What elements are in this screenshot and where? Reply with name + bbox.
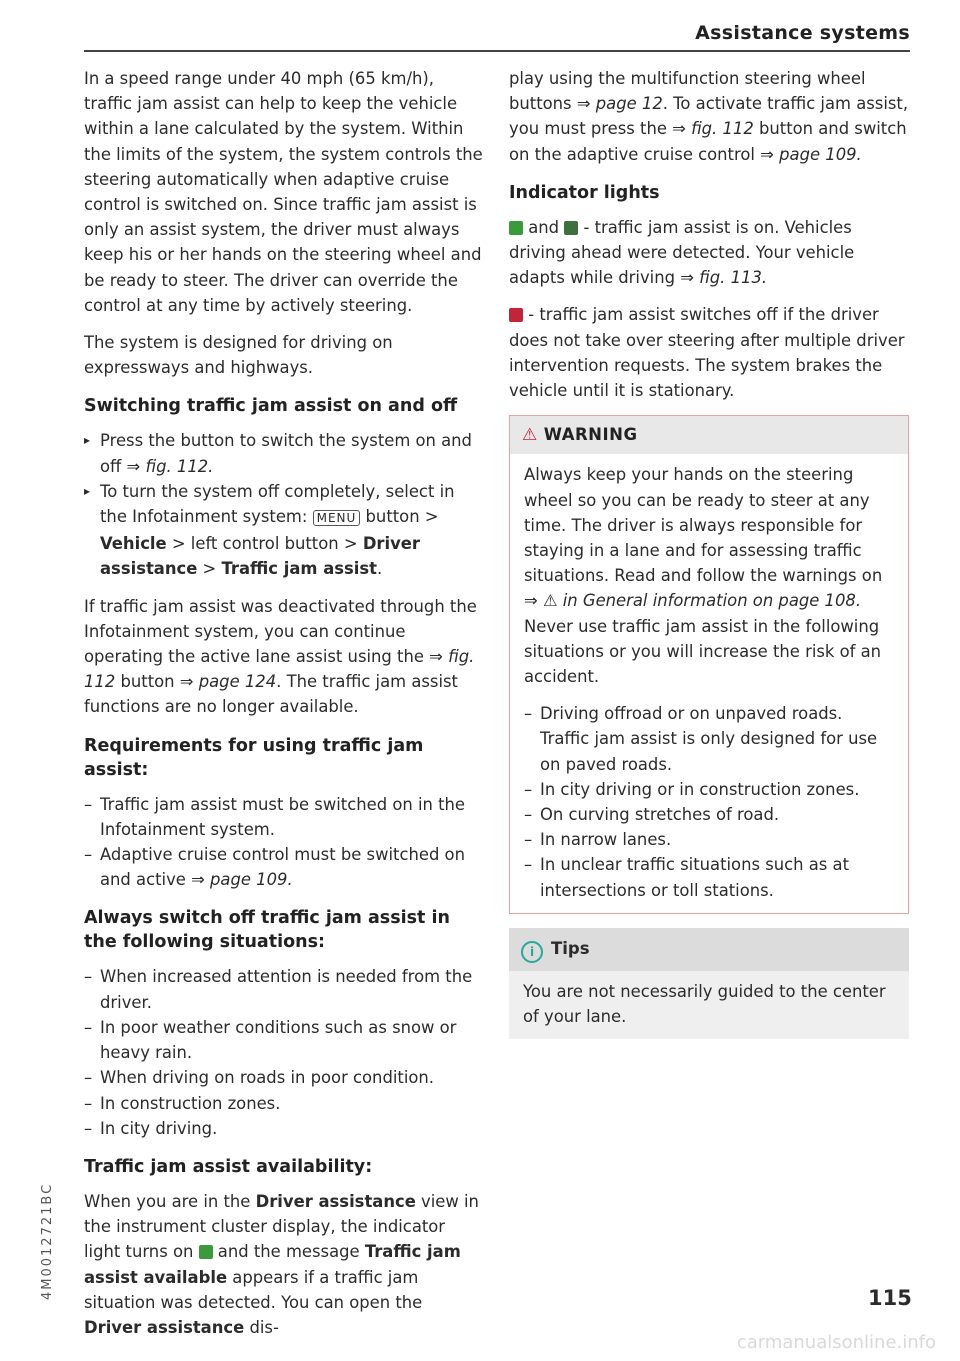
- right-column: [509, 66, 909, 1039]
- list-item: – In poor weather conditions such as snow or heavy rain.: [84, 1015, 484, 1065]
- section-title: Assistance systems: [695, 22, 910, 44]
- list-item: – In narrow lanes.: [524, 827, 894, 852]
- fig-112-link[interactable]: ⇒ fig. 112.: [126, 456, 214, 476]
- warning-list: [524, 701, 894, 903]
- info-icon: i: [521, 941, 543, 963]
- warning-header: ⚠ WARNING: [510, 416, 908, 454]
- deactivated-paragraph: If traffic jam assist was deactivated through the Infotainment system, you can continue operating the active lane assist using the ⇒ fig. 112 button ⇒ page 124. The traffic jam assist functions are no longer available.: [84, 596, 477, 717]
- watermark: carmanualsonline.info: [736, 1332, 936, 1353]
- list-item: – When increased attention is needed from the driver.: [84, 964, 484, 1014]
- page-124-link[interactable]: ⇒ page 124: [179, 672, 277, 692]
- warning-paragraph: Always keep your hands on the steering wheel so you can be ready to steer at any time. The driver is always responsible for staying in a lane and for assessing traffic situations. Read and follow the warnings on ⇒ ⚠ in General information on page 108. Never use traffic jam assist in the following situations or you will increase the risk of an accident.: [524, 465, 883, 687]
- list-item: – In city driving.: [84, 1116, 484, 1141]
- traffic-jam-indicator-icon: [199, 1245, 213, 1259]
- intro-paragraph: In a speed range under 40 mph (65 km/h), traffic jam assist can help to keep the vehicle within a lane calculated by the system. Within the limits of the system, the system controls the steering automatically when adaptive cruise control is switched on. Since traffic jam assist is only an assist system, the driver must always keep his or her hands on the steering wheel and be ready to steer. The driver can override the control at any time by actively steering.: [84, 69, 483, 315]
- availability-paragraph: When you are in the Driver assistance view in the instrument cluster display, the indicator light turns on and the message Traffic jam assist available appears if a traffic jam situation was detected. You can open the Driver assistance dis-: [84, 1191, 479, 1337]
- tips-text: You are not necessarily guided to the center of your lane.: [523, 981, 886, 1027]
- tips-box: [509, 928, 909, 1039]
- list-item: – Adaptive cruise control must be switched on and active ⇒ page 109.: [84, 842, 484, 892]
- page-number: 115: [868, 1286, 912, 1310]
- list-item: – In construction zones.: [84, 1091, 484, 1116]
- list-item: – On curving stretches of road.: [524, 802, 894, 827]
- warning-triangle-icon: ⚠: [522, 425, 538, 446]
- page-109-link[interactable]: ⇒ page 109.: [191, 870, 293, 890]
- page-108-link[interactable]: ⇒ ⚠ in General information on page 108.: [524, 591, 862, 611]
- header-rule: [84, 50, 910, 52]
- fig-112-link[interactable]: ⇒ fig. 112: [672, 119, 754, 139]
- fig-112-link[interactable]: ⇒ fig. 112: [84, 647, 475, 692]
- list-item: – Traffic jam assist must be switched on in the Infotainment system.: [84, 792, 484, 842]
- intro-paragraph-2: The system is designed for driving on expressways and highways.: [84, 333, 393, 378]
- list-item: – When driving on roads in poor condition.: [84, 1065, 484, 1090]
- switching-steps: [84, 428, 484, 581]
- heading-availability: Traffic jam assist availability:: [84, 1156, 373, 1177]
- traffic-jam-vehicle-icon: [564, 221, 578, 235]
- traffic-jam-green-icon: [509, 221, 523, 235]
- warning-body: [510, 454, 908, 912]
- indicator-off-paragraph: - traffic jam assist switches off if the driver does not take over steering after multiple driver intervention requests. The system brakes the vehicle until it is stationary.: [509, 305, 905, 401]
- fig-113-link[interactable]: ⇒ fig. 113.: [680, 268, 768, 288]
- indicator-on-paragraph: and - traffic jam assist is on. Vehicles driving ahead were detected. Your vehicle adapts while driving ⇒ fig. 113.: [509, 217, 855, 288]
- page-12-link[interactable]: ⇒ page 12: [576, 94, 663, 114]
- list-item: – Driving offroad or on unpaved roads. Traffic jam assist is only designed for use on paved roads.: [524, 701, 894, 777]
- warning-box: [509, 415, 909, 914]
- situations-list: [84, 964, 484, 1140]
- step-turn-off: ▸ To turn the system off completely, select in the Infotainment system: MENU button > Vehicle > left control button > Driver assistance > Traffic jam assist.: [84, 479, 484, 582]
- left-column: [84, 66, 484, 1352]
- step-press-button: ▸ Press the button to switch the system on and off ⇒ fig. 112.: [84, 428, 484, 478]
- page-109-link[interactable]: ⇒ page 109.: [760, 144, 862, 164]
- requirements-list: [84, 792, 484, 893]
- heading-requirements: Requirements for using traffic jam assist:: [84, 735, 424, 780]
- tips-header: i Tips: [509, 928, 909, 971]
- list-item: – In city driving or in construction zones.: [524, 777, 894, 802]
- document-id: 4M0012721BC: [40, 1182, 55, 1300]
- heading-always-switch-off: Always switch off traffic jam assist in the following situations:: [84, 908, 450, 953]
- continuation-paragraph: play using the multifunction steering wheel buttons ⇒ page 12. To activate traffic jam assist, you must press the ⇒ fig. 112 button and switch on the adaptive cruise control ⇒ page 109.: [509, 69, 909, 164]
- heading-switching: Switching traffic jam assist on and off: [84, 396, 458, 417]
- list-item: – In unclear traffic situations such as at intersections or toll stations.: [524, 852, 894, 902]
- traffic-jam-red-icon: [509, 308, 523, 322]
- menu-key: MENU: [313, 510, 361, 526]
- heading-indicator-lights: Indicator lights: [509, 182, 660, 203]
